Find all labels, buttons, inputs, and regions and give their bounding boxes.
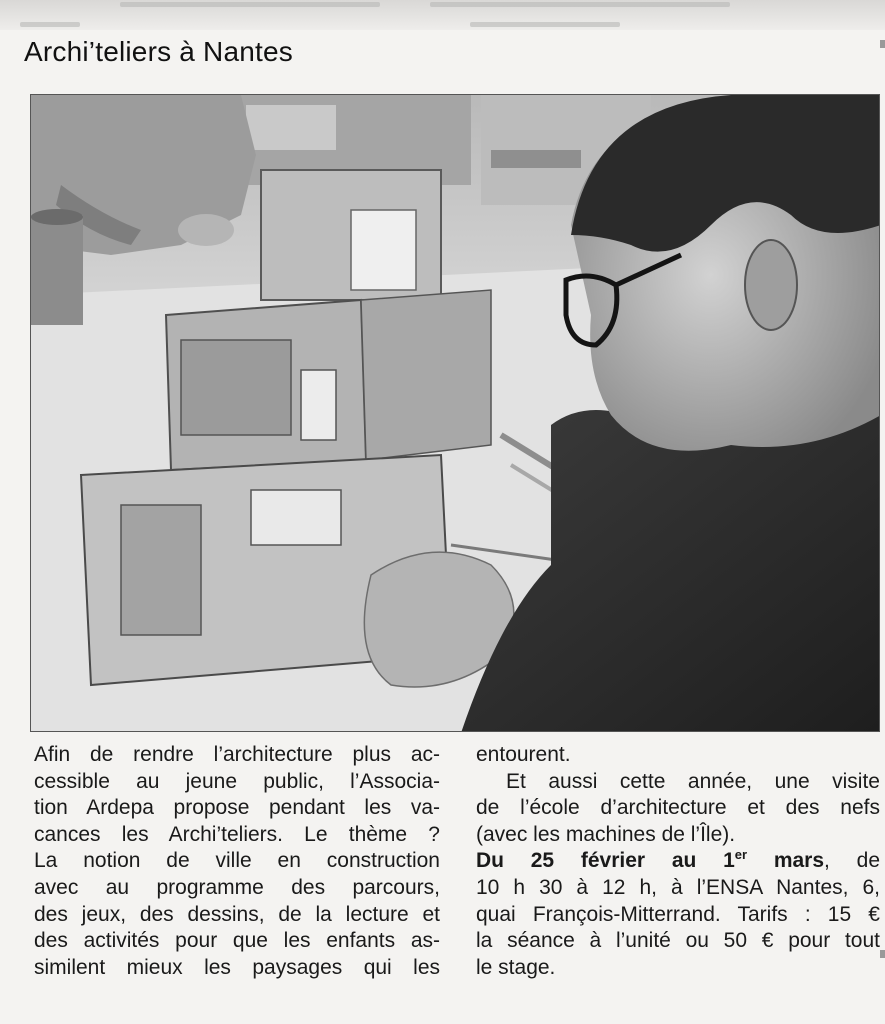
body-line: cessible au jeune public, l’Associa-	[34, 769, 440, 793]
dates-superscript: er	[734, 847, 748, 863]
body-line: Et aussi cette année, une visite	[506, 769, 880, 793]
page-edge-mark	[880, 40, 885, 48]
article-title: Archi’teliers à Nantes	[24, 36, 293, 67]
article-body-right-column	[476, 742, 880, 981]
body-line: la séance à l’unité ou 50 € pour tout	[476, 929, 880, 953]
body-line: 10 h 30 à 12 h, à l’ENSA Nantes, 6,	[476, 875, 880, 899]
body-line: similent mieux les paysages qui les	[34, 955, 440, 979]
dates-line	[476, 848, 880, 875]
body-line: La notion de ville en construction	[34, 849, 440, 873]
body-line: cances les Archi’teliers. Le thème ?	[34, 822, 440, 846]
dates-rest: , de	[824, 849, 880, 873]
body-line: entourent.	[476, 743, 571, 766]
page-edge-mark	[880, 950, 885, 958]
body-line: avec au programme des parcours,	[34, 875, 440, 899]
photo-illustration	[31, 95, 880, 732]
body-line: quai François-Mitterrand. Tarifs : 15 €	[476, 902, 880, 926]
adjacent-article-bleed	[0, 0, 885, 30]
body-line: des activités pour que les enfants as-	[34, 929, 440, 953]
dates-bold-suffix: mars	[747, 849, 825, 873]
body-line: de l’école d’architecture et des nefs	[476, 796, 880, 820]
body-line: (avec les machines de l’Île).	[476, 822, 736, 846]
body-line: le stage.	[476, 955, 556, 979]
body-line: Afin de rendre l’architecture plus ac-	[34, 743, 440, 766]
article-photo	[30, 94, 880, 732]
dates-bold-prefix: Du 25 février au 1	[476, 849, 735, 873]
body-line: des jeux, des dessins, de la lecture et	[34, 902, 440, 926]
body-line: tion Ardepa propose pendant les va-	[34, 796, 440, 820]
article-body-left-column	[34, 742, 440, 981]
